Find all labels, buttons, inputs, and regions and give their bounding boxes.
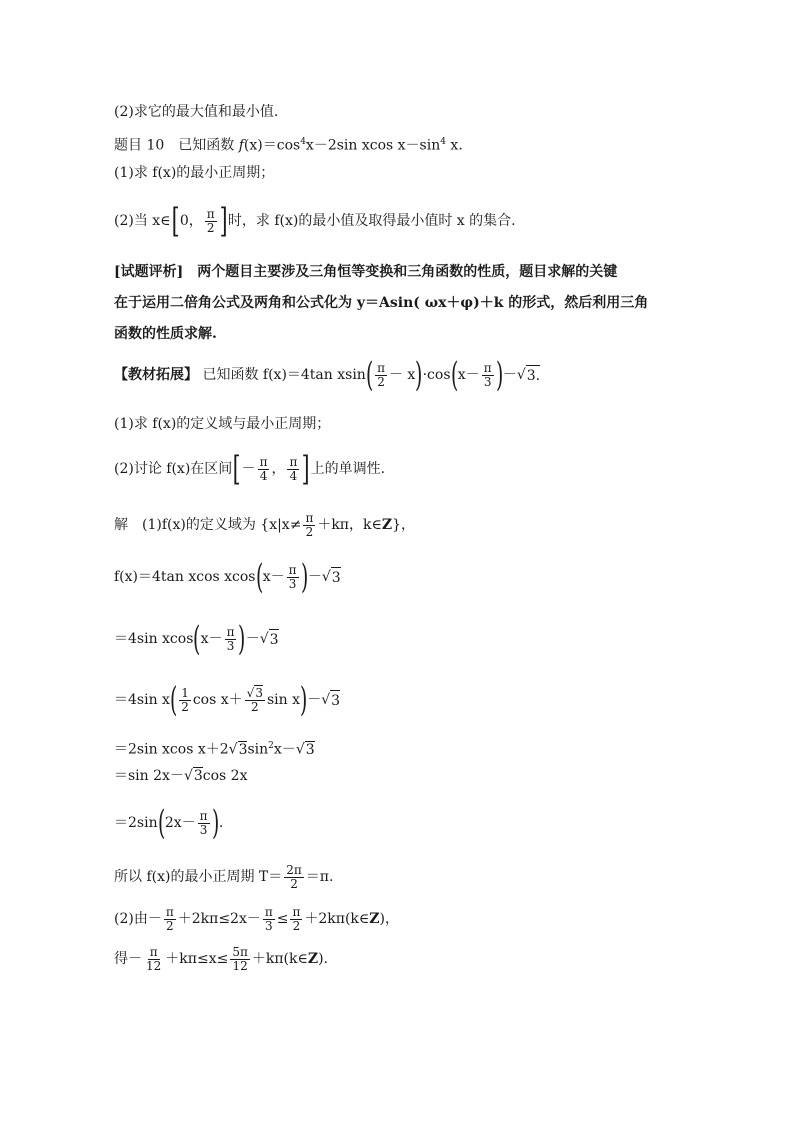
fraction: $\frac{√3}{2}$ bbox=[246, 685, 263, 714]
text: ·cos bbox=[422, 367, 451, 383]
sqrt-symbol: √ bbox=[321, 569, 331, 585]
fraction: $\frac{\pi}{3}$ bbox=[483, 360, 492, 389]
fraction: $\frac{1}{2}$ bbox=[181, 685, 189, 714]
text: － bbox=[502, 367, 517, 383]
text: 函数的性质求解. bbox=[114, 326, 217, 342]
line-solution-part2-2 bbox=[114, 940, 734, 978]
line-problem10 bbox=[114, 132, 734, 156]
line-commentary-1 bbox=[114, 262, 734, 282]
line-part2-monotonic bbox=[114, 448, 734, 490]
fraction: $\frac{\pi}{3}$ bbox=[264, 904, 273, 933]
fraction: $\frac{\pi}{2}$ bbox=[305, 510, 314, 539]
fraction: $\frac{5\pi}{12}$ bbox=[232, 944, 248, 973]
text: x－ bbox=[273, 741, 296, 758]
text: )， bbox=[379, 911, 399, 927]
text: ＋kπ，k∈ bbox=[317, 517, 382, 533]
text: (1)求 f(x)的最小正周期； bbox=[114, 165, 275, 181]
right-bracket: ] bbox=[301, 449, 310, 489]
text: 2x－ bbox=[164, 815, 196, 831]
right-paren: ) bbox=[211, 803, 219, 843]
text: ＝4sin xcos bbox=[114, 631, 194, 647]
line-part2-question bbox=[114, 102, 734, 122]
text: x－2sin xcos x－sin bbox=[305, 137, 441, 154]
line-solution-step4 bbox=[114, 736, 734, 760]
left-paren: ( bbox=[157, 803, 165, 843]
text: 3 bbox=[193, 768, 203, 784]
text: f(x)＝4tan xcos xcos bbox=[114, 569, 256, 585]
text: sin bbox=[247, 741, 269, 758]
text: 3 bbox=[238, 741, 248, 758]
line-commentary-3 bbox=[114, 324, 734, 344]
text: ＋2kπ(k∈ bbox=[304, 911, 370, 927]
fraction: $\frac{\pi}{2}$ bbox=[206, 206, 215, 235]
fraction: $\frac{\pi}{4}$ bbox=[259, 454, 268, 483]
fraction: $\frac{\pi}{12}$ bbox=[146, 944, 162, 973]
section-label: 【教材拓展】 bbox=[114, 367, 198, 383]
text: 所以 f(x)的最小正周期 T＝ bbox=[114, 869, 283, 885]
fraction: $\frac{\pi}{3}$ bbox=[226, 624, 235, 653]
line-part2-min bbox=[114, 200, 734, 242]
text: f bbox=[238, 137, 244, 154]
text: x. bbox=[445, 137, 463, 154]
text: ). bbox=[318, 951, 329, 967]
text: cos 2x bbox=[202, 768, 248, 784]
line-commentary-2 bbox=[114, 293, 734, 313]
left-paren: ( bbox=[169, 680, 178, 720]
text: }， bbox=[392, 517, 416, 533]
line-solution-step3 bbox=[114, 678, 734, 722]
text: (2)求它的最大值和最小值. bbox=[114, 104, 279, 120]
text: 已知函数 f(x)＝4tan xsin bbox=[202, 367, 366, 383]
sqrt-symbol: √ bbox=[516, 367, 526, 383]
text: 时，求 f(x)的最小值及取得最小值时 x 的集合. bbox=[227, 213, 516, 229]
text: ＝2sin bbox=[114, 815, 158, 831]
line-solution-step5 bbox=[114, 766, 734, 786]
text: (x)＝cos bbox=[243, 137, 301, 154]
text: ＝sin 2x－ bbox=[114, 768, 184, 784]
line-solution-step2 bbox=[114, 618, 734, 660]
superscript: 4 bbox=[300, 137, 306, 147]
text: 3. bbox=[526, 365, 540, 386]
left-paren: ( bbox=[450, 355, 458, 395]
text: 上的单调性. bbox=[310, 461, 386, 477]
text: Z bbox=[369, 911, 380, 927]
left-paren: ( bbox=[365, 355, 374, 395]
line-textbook-extension bbox=[114, 354, 734, 396]
text: (2)当 x∈ bbox=[114, 213, 171, 229]
line-solution-period bbox=[114, 858, 734, 896]
right-paren: ) bbox=[495, 355, 503, 395]
sqrt-symbol: √ bbox=[228, 741, 238, 758]
line-solution-part2-1 bbox=[114, 900, 734, 938]
right-paren: ) bbox=[299, 680, 308, 720]
text: ＋kπ(k∈ bbox=[251, 951, 308, 967]
text: 3 bbox=[330, 690, 340, 711]
right-paren: ) bbox=[238, 619, 246, 659]
superscript: 4 bbox=[440, 137, 446, 147]
sqrt-symbol: √ bbox=[295, 741, 305, 758]
text: － x bbox=[388, 367, 416, 383]
fraction: $\frac{\pi}{2}$ bbox=[377, 360, 385, 389]
text: x－ bbox=[200, 631, 223, 647]
left-bracket: [ bbox=[171, 201, 180, 241]
text: cos x＋ bbox=[192, 692, 243, 708]
fraction: $\frac{2\pi}{2}$ bbox=[286, 862, 302, 891]
text: x－ bbox=[457, 367, 480, 383]
text: － bbox=[307, 569, 322, 585]
right-paren: ) bbox=[415, 355, 423, 395]
sqrt-symbol: √ bbox=[183, 768, 193, 784]
text: 在于运用二倍角公式及两角和公式化为 y＝Asin( ωx＋φ)＋k 的形式，然后利用三角 bbox=[114, 295, 649, 311]
text: sin x bbox=[266, 692, 300, 708]
text: (2)由－ bbox=[114, 911, 162, 927]
fraction: $\frac{\pi}{3}$ bbox=[199, 808, 208, 837]
text: (1)求 f(x)的定义域与最小正周期； bbox=[114, 416, 331, 432]
fraction: $\frac{\pi}{2}$ bbox=[292, 904, 301, 933]
fraction: $\frac{\pi}{3}$ bbox=[288, 562, 297, 591]
line-solution-domain bbox=[114, 506, 734, 544]
text: 3 bbox=[331, 567, 341, 588]
line-part1-period bbox=[114, 163, 734, 183]
text: ＝π. bbox=[305, 869, 334, 885]
text: 解 (1)f(x)的定义域为 {x|x≠ bbox=[114, 517, 302, 533]
text: (2)讨论 f(x)在区间 bbox=[114, 461, 233, 477]
fraction: $\frac{\pi}{2}$ bbox=[165, 904, 174, 933]
fraction: $\frac{\pi}{4}$ bbox=[289, 454, 298, 483]
right-bracket: ] bbox=[219, 201, 228, 241]
text: [试题评析] 两个题目主要涉及三角恒等变换和三角函数的性质，题目求解的关键 bbox=[114, 264, 618, 280]
text: 得－ bbox=[114, 951, 142, 967]
text: ， bbox=[271, 461, 286, 477]
text: . bbox=[218, 815, 224, 831]
line-solution-step1 bbox=[114, 556, 734, 598]
text: 题目 10 已知函数 bbox=[114, 137, 239, 154]
sqrt-symbol: √ bbox=[321, 692, 331, 708]
left-paren: ( bbox=[255, 557, 263, 597]
text: 0， bbox=[179, 213, 203, 229]
superscript: 2 bbox=[268, 741, 274, 751]
left-paren: ( bbox=[193, 619, 201, 659]
left-bracket: [ bbox=[232, 449, 241, 489]
line-solution-step6 bbox=[114, 802, 734, 844]
text: － bbox=[241, 461, 256, 477]
text: － bbox=[245, 631, 260, 647]
line-part1-domain bbox=[114, 414, 734, 434]
text: － bbox=[307, 692, 322, 708]
text: ＋2kπ≤2x－ bbox=[177, 911, 261, 927]
text: x－ bbox=[262, 569, 285, 585]
right-paren: ) bbox=[300, 557, 308, 597]
sqrt-symbol: √ bbox=[259, 631, 269, 647]
text: Z bbox=[307, 951, 319, 967]
text: ＝4sin x bbox=[114, 692, 170, 708]
text: ＝2sin xcos x＋2 bbox=[114, 741, 229, 758]
text: 3 bbox=[269, 629, 279, 650]
text: ≤ bbox=[276, 911, 289, 927]
text: 3 bbox=[305, 741, 315, 758]
text: ＋kπ≤x≤ bbox=[165, 951, 229, 967]
text: Z bbox=[381, 517, 393, 533]
